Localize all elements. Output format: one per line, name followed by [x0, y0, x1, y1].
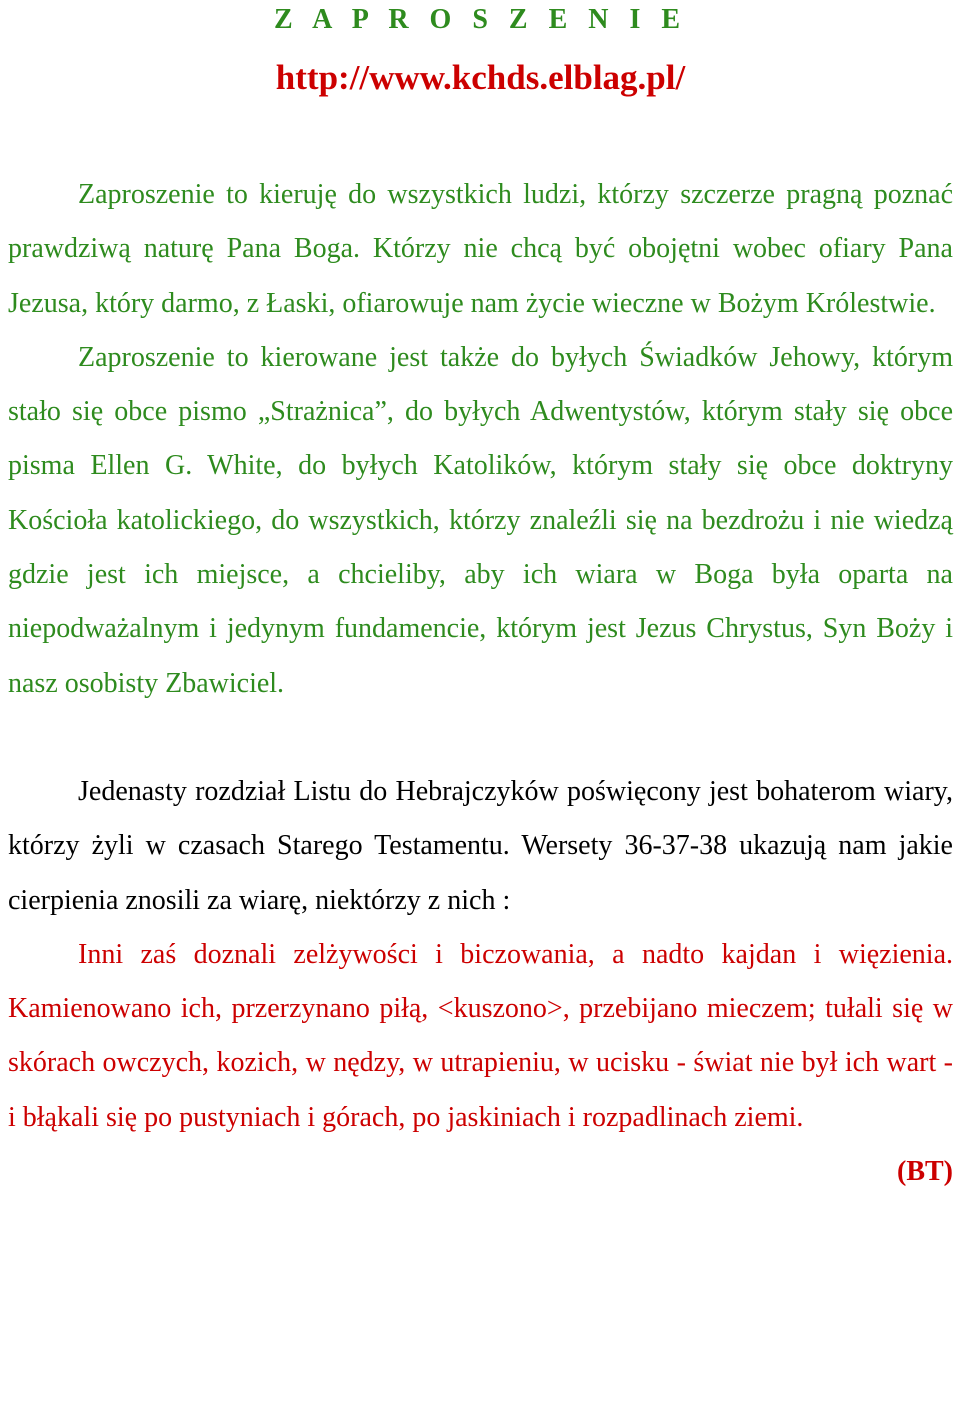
spacer [8, 118, 953, 168]
scripture-quote: Inni zaś doznali zelżywości i biczowania, a nadto kajdan i więzienia. Kamienowano ich, przerzynano piłą, <kuszono>, przebijano mieczem; tułali się w skórach owczych, kozich, w nędzy, w utrapieniu, w ucisku - świat nie był ich wart - i błąkali się po pustyniach i górach, po jaskiniach i rozpadlinach ziemi. [8, 938, 953, 1133]
invitation-paragraph-2: Zaproszenie to kierowane jest także do byłych Świadków Jehowy, którym stało się obce pismo „Strażnica”, do byłych Adwentystów, którym stały się obce pisma Ellen G. White, do byłych Katolików, którym stały się obce doktryny Kościoła katolickiego, do wszystkich, którzy znaleźli się na bezdrożu i nie wiedzą gdzie jest ich miejsce, a chcieliby, aby ich wiara w Boga była oparta na niepodważalnym i jedynym fundamencie, którym jest Jezus Chrystus, Syn Boży i nasz osobisty Zbawiciel. [8, 341, 953, 699]
hebrews-intro-paragraph: Jedenasty rozdział Listu do Hebrajczyków poświęcony jest bohaterom wiary, którzy żyli w czasach Starego Testamentu. Wersety 36-37-38 ukazują nam jakie cierpienia znosili za wiarę, niektórzy z nich : [8, 775, 953, 916]
spacer [8, 711, 953, 765]
page-title: Z A P R O S Z E N I E [273, 4, 688, 35]
signature: (BT) [897, 1156, 953, 1188]
invitation-paragraph-1: Zaproszenie to kieruję do wszystkich ludzi, którzy szczerze pragną poznać prawdziwą naturę Pana Boga. Którzy nie chcą być obojętni wobec ofiary Pana Jezusa, który darmo, z Łaski, ofiarowuje nam życie wieczne w Bożym Królestwie. [8, 179, 953, 319]
website-url: http://www.kchds.elblag.pl/ [275, 58, 686, 97]
